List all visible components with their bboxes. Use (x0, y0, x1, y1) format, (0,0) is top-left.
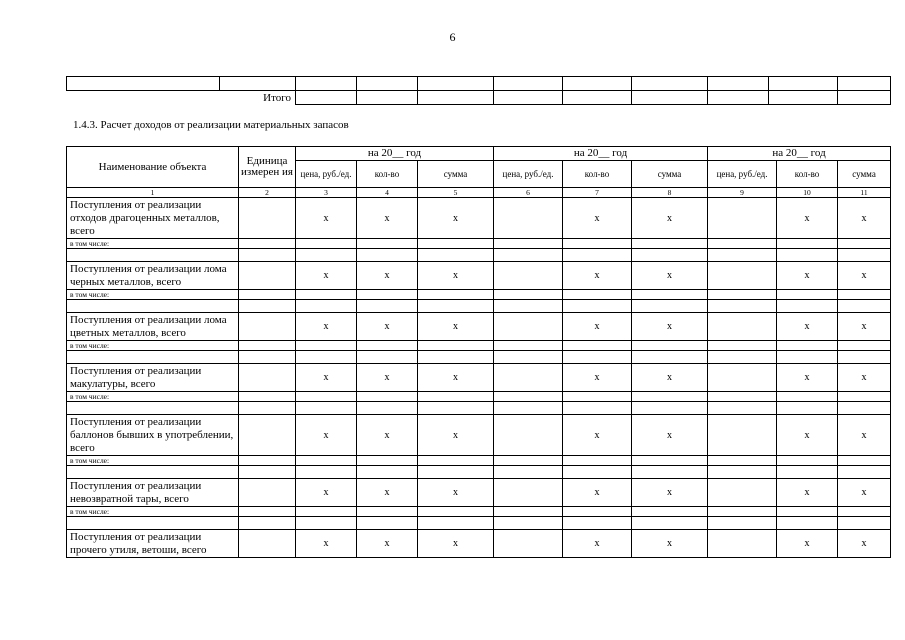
table-cell (708, 249, 777, 262)
x-mark: x (632, 198, 708, 239)
table-cell (239, 351, 296, 364)
table-cell (494, 239, 563, 249)
table-cell (777, 402, 838, 415)
column-number: 1 (67, 188, 239, 198)
table-cell (296, 392, 357, 402)
table-cell (494, 415, 563, 456)
table-cell (708, 392, 777, 402)
x-mark: x (296, 530, 357, 558)
table-cell (494, 300, 563, 313)
row-name: Поступления от реализации лома цветных металлов, всего (67, 313, 239, 341)
table-cell (838, 351, 891, 364)
table-cell (296, 351, 357, 364)
table-cell (418, 300, 494, 313)
table-cell (418, 351, 494, 364)
blank-row (67, 466, 891, 479)
column-number: 4 (357, 188, 418, 198)
x-mark: x (296, 262, 357, 290)
table-cell (632, 517, 708, 530)
table-cell (239, 392, 296, 402)
table-cell (777, 239, 838, 249)
table-cell (632, 456, 708, 466)
x-mark: x (418, 262, 494, 290)
x-mark: x (838, 415, 891, 456)
including-label: в том числе: (67, 392, 239, 402)
table-cell (296, 239, 357, 249)
table-cell (494, 341, 563, 351)
x-mark: x (563, 313, 632, 341)
table-cell (67, 351, 239, 364)
table-cell (708, 402, 777, 415)
table-cell (708, 313, 777, 341)
table-cell (239, 300, 296, 313)
table-cell (632, 290, 708, 300)
x-mark: x (563, 415, 632, 456)
including-row (67, 239, 891, 249)
table-cell (220, 77, 296, 91)
table-cell (239, 262, 296, 290)
table-cell (777, 290, 838, 300)
table-cell (632, 341, 708, 351)
table-cell (563, 402, 632, 415)
table-cell (357, 290, 418, 300)
table-cell (239, 364, 296, 392)
row-name: Поступления от реализации прочего утиля, ветоши, всего (67, 530, 239, 558)
row-name: Поступления от реализации отходов драгоценных металлов, всего (67, 198, 239, 239)
table-cell (632, 466, 708, 479)
blank-row (67, 300, 891, 313)
table-cell (296, 517, 357, 530)
table-cell (632, 402, 708, 415)
table-cell (708, 91, 769, 105)
x-mark: x (777, 530, 838, 558)
section-title: 1.4.3. Расчет доходов от реализации материальных запасов (73, 119, 349, 131)
x-mark: x (357, 313, 418, 341)
including-row (67, 341, 891, 351)
table-cell (632, 300, 708, 313)
table-cell (777, 456, 838, 466)
x-mark: x (777, 415, 838, 456)
table-cell (563, 290, 632, 300)
x-mark: x (418, 198, 494, 239)
table-cell (708, 77, 769, 91)
x-mark: x (777, 262, 838, 290)
table-cell (296, 249, 357, 262)
table-cell (418, 91, 494, 105)
table-cell (239, 198, 296, 239)
table-cell (632, 91, 708, 105)
table-cell (296, 466, 357, 479)
table-cell (563, 300, 632, 313)
table-cell (239, 466, 296, 479)
header-qty: кол-во (563, 161, 632, 188)
table-cell (418, 341, 494, 351)
x-mark: x (357, 262, 418, 290)
table-cell (708, 239, 777, 249)
table-cell (632, 507, 708, 517)
table-cell (357, 456, 418, 466)
x-mark: x (777, 364, 838, 392)
table-cell (296, 290, 357, 300)
table-cell (777, 300, 838, 313)
column-number: 7 (563, 188, 632, 198)
table-cell (838, 290, 891, 300)
table-cell (632, 392, 708, 402)
x-mark: x (838, 530, 891, 558)
header-row-1 (67, 147, 891, 161)
x-mark: x (838, 313, 891, 341)
table-cell (239, 313, 296, 341)
table-cell (494, 466, 563, 479)
table-cell (357, 402, 418, 415)
table-cell (838, 402, 891, 415)
x-mark: x (357, 530, 418, 558)
table-cell (632, 77, 708, 91)
table-cell (296, 341, 357, 351)
including-label: в том числе: (67, 507, 239, 517)
table-cell (418, 517, 494, 530)
summary-table (66, 76, 891, 105)
table-cell (296, 507, 357, 517)
including-row (67, 507, 891, 517)
column-number: 5 (418, 188, 494, 198)
x-mark: x (632, 364, 708, 392)
table-cell (838, 249, 891, 262)
x-mark: x (563, 530, 632, 558)
table-cell (563, 351, 632, 364)
blank-row (67, 249, 891, 262)
x-mark: x (357, 364, 418, 392)
header-price: цена, руб./ед. (708, 161, 777, 188)
table-cell (769, 91, 838, 105)
x-mark: x (838, 262, 891, 290)
table-cell (563, 517, 632, 530)
blank-row (67, 351, 891, 364)
table-cell (418, 392, 494, 402)
table-cell (708, 341, 777, 351)
table-cell (296, 300, 357, 313)
including-label: в том числе: (67, 290, 239, 300)
table-cell (838, 466, 891, 479)
x-mark: x (296, 198, 357, 239)
table-row (67, 479, 891, 507)
table-cell (777, 341, 838, 351)
table-cell (67, 300, 239, 313)
table-cell (296, 402, 357, 415)
table-cell (239, 341, 296, 351)
table-cell (563, 77, 632, 91)
table-cell (494, 456, 563, 466)
table-cell (296, 456, 357, 466)
total-label: Итого (67, 91, 296, 105)
header-price: цена, руб./ед. (296, 161, 357, 188)
table-cell (563, 239, 632, 249)
table-cell (708, 300, 777, 313)
x-mark: x (632, 415, 708, 456)
table-cell (769, 77, 838, 91)
table-cell (494, 262, 563, 290)
table-cell (838, 517, 891, 530)
x-mark: x (296, 479, 357, 507)
x-mark: x (838, 198, 891, 239)
column-number: 6 (494, 188, 563, 198)
row-name: Поступления от реализации макулатуры, всего (67, 364, 239, 392)
table-cell (239, 415, 296, 456)
header-qty: кол-во (357, 161, 418, 188)
table-cell (708, 479, 777, 507)
x-mark: x (838, 479, 891, 507)
table-cell (838, 239, 891, 249)
table-cell (418, 402, 494, 415)
table-cell (563, 249, 632, 262)
header-year-2: на 20__ год (494, 147, 708, 161)
table-cell (418, 456, 494, 466)
table-cell (418, 249, 494, 262)
x-mark: x (357, 479, 418, 507)
table-cell (296, 77, 357, 91)
table-cell (494, 530, 563, 558)
table-cell (838, 456, 891, 466)
x-mark: x (418, 415, 494, 456)
column-number: 2 (239, 188, 296, 198)
table-cell (357, 91, 418, 105)
table-cell (838, 77, 891, 91)
table-cell (777, 249, 838, 262)
table-cell (418, 507, 494, 517)
x-mark: x (296, 415, 357, 456)
table-row (67, 530, 891, 558)
table-row (67, 262, 891, 290)
header-unit: Единица измерен ия (239, 147, 296, 188)
table-cell (418, 290, 494, 300)
table-cell (777, 392, 838, 402)
table-cell (357, 300, 418, 313)
table-cell (494, 479, 563, 507)
table-cell (418, 77, 494, 91)
table-cell (708, 351, 777, 364)
table-cell (418, 466, 494, 479)
header-sum: сумма (838, 161, 891, 188)
column-number: 3 (296, 188, 357, 198)
table-cell (708, 517, 777, 530)
table-cell (357, 517, 418, 530)
table-cell (563, 456, 632, 466)
table-cell (239, 530, 296, 558)
table-cell (708, 466, 777, 479)
table-cell (563, 507, 632, 517)
table-cell (418, 239, 494, 249)
table-cell (838, 91, 891, 105)
table-cell (357, 239, 418, 249)
table-cell (494, 351, 563, 364)
table-cell (67, 249, 239, 262)
table-cell (777, 517, 838, 530)
table-cell (357, 392, 418, 402)
table-cell (708, 290, 777, 300)
table-cell (67, 517, 239, 530)
table-row (67, 415, 891, 456)
table-cell (838, 341, 891, 351)
table-cell (357, 249, 418, 262)
column-number-row (67, 188, 891, 198)
including-row (67, 456, 891, 466)
header-year-1: на 20__ год (296, 147, 494, 161)
table-cell (494, 290, 563, 300)
x-mark: x (777, 479, 838, 507)
table-cell (632, 351, 708, 364)
column-number: 9 (708, 188, 777, 198)
table-cell (67, 402, 239, 415)
x-mark: x (418, 530, 494, 558)
table-cell (494, 249, 563, 262)
summary-row (67, 77, 891, 91)
table-cell (357, 77, 418, 91)
table-cell (357, 507, 418, 517)
table-cell (239, 290, 296, 300)
table-cell (357, 466, 418, 479)
table-cell (494, 507, 563, 517)
table-cell (494, 364, 563, 392)
x-mark: x (296, 313, 357, 341)
total-row (67, 91, 891, 105)
column-number: 10 (777, 188, 838, 198)
table-cell (494, 392, 563, 402)
table-cell (708, 456, 777, 466)
table-cell (632, 239, 708, 249)
table-cell (708, 364, 777, 392)
table-cell (838, 300, 891, 313)
table-cell (563, 466, 632, 479)
table-cell (708, 530, 777, 558)
x-mark: x (563, 479, 632, 507)
table-cell (239, 402, 296, 415)
column-number: 11 (838, 188, 891, 198)
header-sum: сумма (632, 161, 708, 188)
table-cell (494, 77, 563, 91)
x-mark: x (357, 415, 418, 456)
blank-row (67, 517, 891, 530)
x-mark: x (418, 313, 494, 341)
table-cell (563, 341, 632, 351)
blank-row (67, 402, 891, 415)
table-cell (494, 402, 563, 415)
x-mark: x (838, 364, 891, 392)
including-label: в том числе: (67, 341, 239, 351)
x-mark: x (777, 313, 838, 341)
header-year-3: на 20__ год (708, 147, 891, 161)
header-name: Наименование объекта (67, 147, 239, 188)
table-cell (708, 262, 777, 290)
table-cell (67, 77, 220, 91)
table-cell (777, 466, 838, 479)
table-cell (357, 341, 418, 351)
column-number: 8 (632, 188, 708, 198)
table-cell (239, 479, 296, 507)
table-cell (632, 249, 708, 262)
table-cell (494, 517, 563, 530)
table-cell (494, 91, 563, 105)
x-mark: x (296, 364, 357, 392)
x-mark: x (632, 479, 708, 507)
x-mark: x (632, 313, 708, 341)
table-cell (239, 456, 296, 466)
table-cell (239, 517, 296, 530)
header-sum: сумма (418, 161, 494, 188)
row-name: Поступления от реализации лома черных металлов, всего (67, 262, 239, 290)
table-cell (838, 392, 891, 402)
table-cell (239, 507, 296, 517)
x-mark: x (632, 262, 708, 290)
table-cell (67, 466, 239, 479)
table-cell (708, 198, 777, 239)
including-label: в том числе: (67, 239, 239, 249)
table-row (67, 198, 891, 239)
table-cell (563, 91, 632, 105)
table-cell (838, 507, 891, 517)
x-mark: x (563, 364, 632, 392)
table-cell (563, 392, 632, 402)
table-cell (494, 198, 563, 239)
x-mark: x (357, 198, 418, 239)
x-mark: x (632, 530, 708, 558)
table-cell (708, 507, 777, 517)
materials-income-table (66, 146, 891, 558)
row-name: Поступления от реализации невозвратной тары, всего (67, 479, 239, 507)
x-mark: x (418, 479, 494, 507)
table-cell (777, 351, 838, 364)
including-label: в том числе: (67, 456, 239, 466)
x-mark: x (777, 198, 838, 239)
page-number: 6 (449, 30, 456, 44)
row-name: Поступления от реализации баллонов бывших в употреблении, всего (67, 415, 239, 456)
table-cell (708, 415, 777, 456)
including-row (67, 290, 891, 300)
table-cell (239, 239, 296, 249)
table-cell (777, 507, 838, 517)
x-mark: x (563, 198, 632, 239)
table-row (67, 313, 891, 341)
table-cell (296, 91, 357, 105)
table-cell (494, 313, 563, 341)
header-price: цена, руб./ед. (494, 161, 563, 188)
table-cell (239, 249, 296, 262)
table-row (67, 364, 891, 392)
header-qty: кол-во (777, 161, 838, 188)
including-row (67, 392, 891, 402)
x-mark: x (418, 364, 494, 392)
table-cell (357, 351, 418, 364)
x-mark: x (563, 262, 632, 290)
